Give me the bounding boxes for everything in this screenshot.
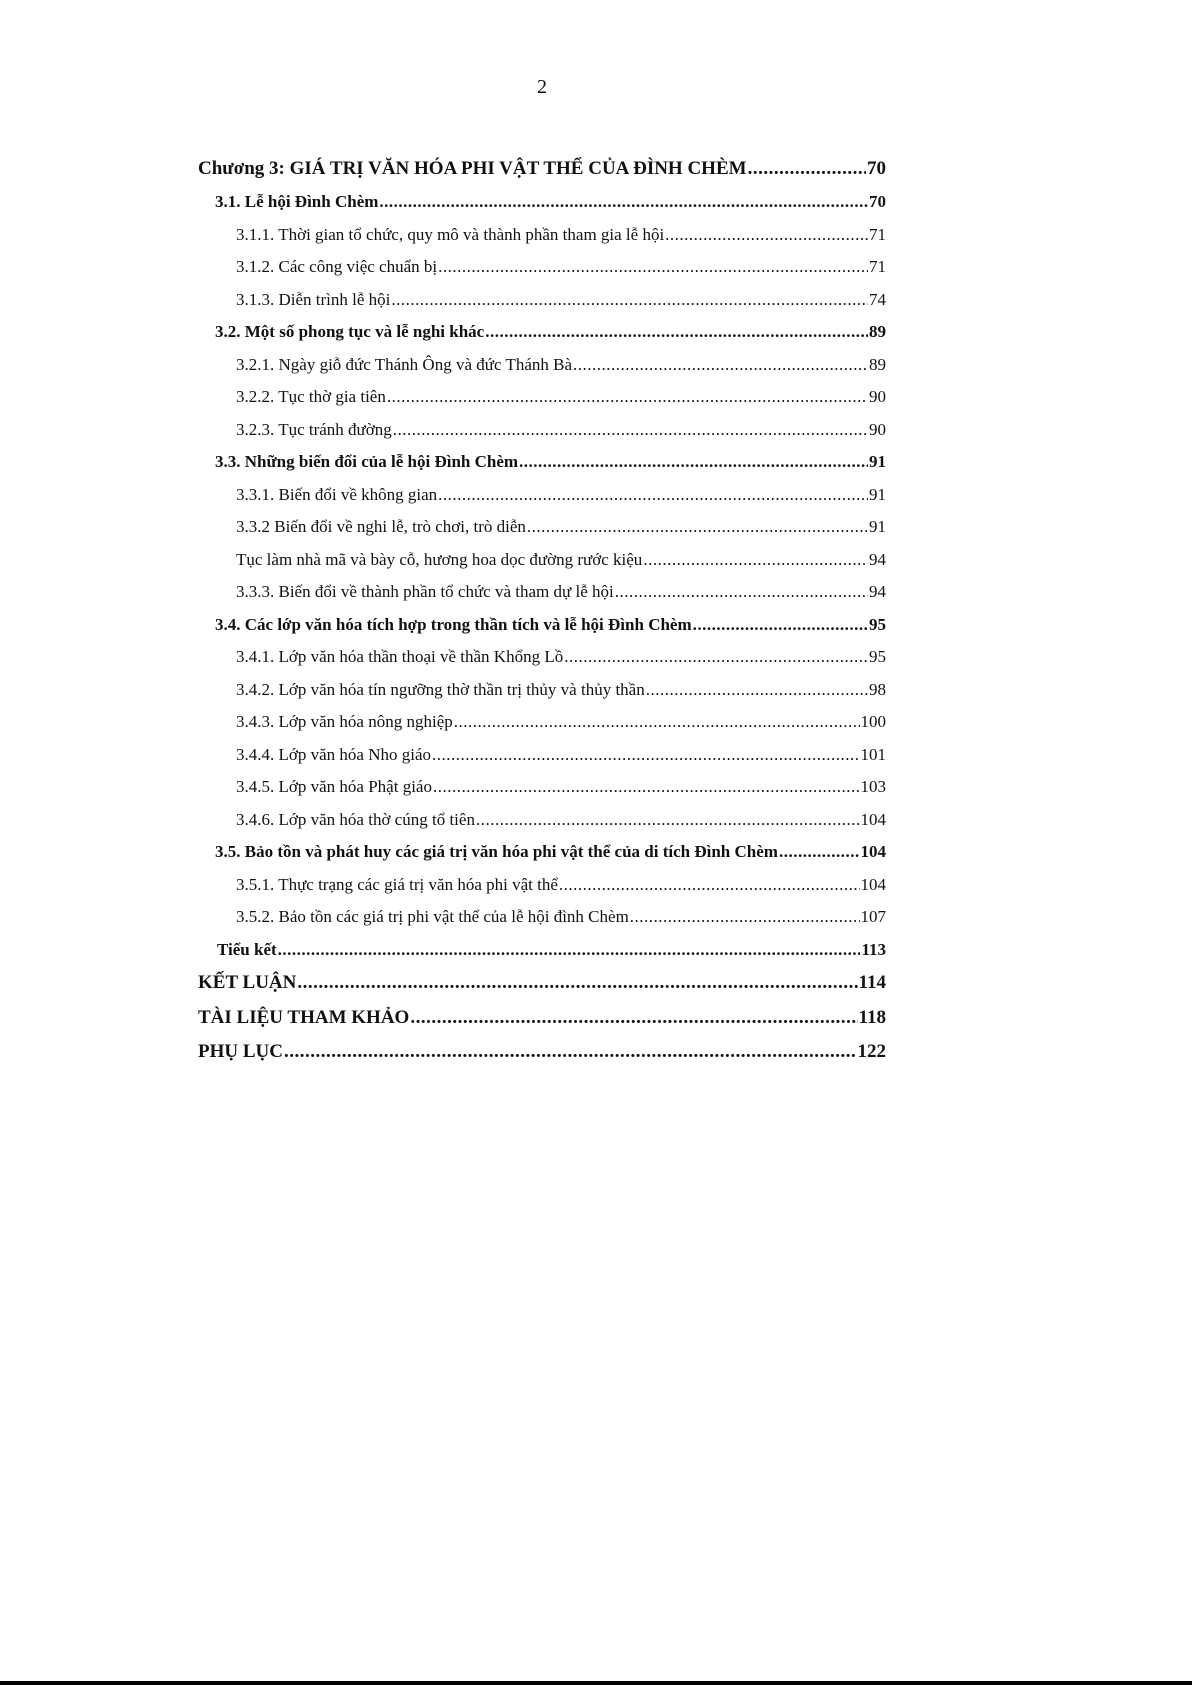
toc-entry-title: 3.3.3. Biến đổi về thành phần tổ chức và tham dự lễ hội: [236, 582, 614, 601]
table-of-contents: [198, 152, 886, 1070]
toc-entry[interactable]: [198, 186, 886, 219]
dot-leader: [393, 414, 868, 447]
toc-entry[interactable]: [198, 836, 886, 869]
dot-leader: [284, 1035, 857, 1070]
dot-leader: [438, 251, 868, 284]
dot-leader: [432, 739, 859, 772]
dot-leader: [519, 446, 868, 479]
toc-entry-title: 3.5. Bảo tồn và phát huy các giá trị văn hóa phi vật thể của di tích Đình Chèm: [215, 842, 778, 861]
dot-leader: [278, 934, 861, 967]
dot-leader: [387, 381, 868, 414]
toc-entry-title: 3.4.2. Lớp văn hóa tín ngưỡng thờ thần trị thủy và thủy thần: [236, 679, 645, 699]
toc-entry[interactable]: [198, 544, 886, 577]
dot-leader: [297, 966, 857, 1001]
dot-leader: [779, 836, 860, 869]
toc-entry-page: 114: [858, 972, 886, 993]
toc-entry-page: 98: [869, 679, 886, 699]
toc-entry[interactable]: [198, 771, 886, 804]
toc-entry-title: 3.1.1. Thời gian tổ chức, quy mô và thành phần tham gia lễ hội: [236, 224, 665, 244]
toc-entry[interactable]: [198, 674, 886, 707]
toc-entry[interactable]: [198, 739, 886, 772]
toc-entry-title: 3.3.1. Biến đổi về không gian: [236, 484, 438, 504]
toc-entry[interactable]: [198, 446, 886, 479]
dot-leader: [438, 479, 868, 512]
dot-leader: [665, 219, 868, 252]
toc-entry-title: TÀI LIỆU THAM KHẢO: [198, 1006, 410, 1028]
toc-entry-page: 89: [869, 354, 886, 374]
toc-entry-page: 122: [857, 1041, 886, 1062]
toc-entry[interactable]: [198, 934, 886, 967]
toc-entry-page: 100: [860, 712, 886, 731]
toc-entry[interactable]: [198, 316, 886, 349]
toc-entry-page: 89: [869, 322, 886, 341]
toc-entry-title: 3.4. Các lớp văn hóa tích hợp trong thần tích và lễ hội Đình Chèm: [215, 614, 692, 634]
dot-leader: [485, 316, 868, 349]
toc-entry-page: 118: [858, 1006, 886, 1028]
dot-leader: [748, 152, 866, 186]
toc-entry-page: 70: [867, 158, 886, 179]
toc-entry-title: Tiểu kết: [217, 939, 277, 959]
toc-entry[interactable]: [198, 901, 886, 934]
toc-entry-page: 95: [869, 647, 886, 666]
toc-entry-title: 3.4.5. Lớp văn hóa Phật giáo: [236, 777, 432, 796]
toc-entry-page: 104: [860, 809, 886, 829]
toc-entry-title: 3.3.2 Biến đổi về nghi lễ, trò chơi, trò diễn: [236, 517, 526, 536]
dot-leader: [630, 901, 860, 934]
toc-entry[interactable]: [198, 1035, 886, 1070]
toc-entry-page: 90: [869, 419, 886, 439]
toc-entry[interactable]: [198, 609, 886, 642]
toc-entry-title: 3.5.1. Thực trạng các giá trị văn hóa phi vật thể: [236, 874, 558, 894]
toc-entry-page: 91: [869, 517, 886, 536]
page-bottom-edge: [0, 1681, 1192, 1685]
toc-entry-title: KẾT LUẬN: [198, 972, 297, 993]
toc-entry-title: 3.2.1. Ngày giỗ đức Thánh Ông và đức Thánh Bà: [236, 354, 573, 374]
toc-entry-title: PHỤ LỤC: [198, 1041, 283, 1062]
toc-entry-title: 3.4.6. Lớp văn hóa thờ cúng tổ tiên: [236, 809, 475, 829]
toc-entry-title: Chương 3: GIÁ TRỊ VĂN HÓA PHI VẬT THỂ CỦA ĐÌNH CHÈM: [198, 158, 747, 179]
toc-entry[interactable]: [198, 251, 886, 284]
toc-entry-title: 3.2.3. Tục tránh đường: [236, 419, 392, 439]
toc-entry[interactable]: [198, 966, 886, 1001]
dot-leader: [454, 706, 860, 739]
toc-entry[interactable]: [198, 349, 886, 382]
toc-entry-page: 94: [869, 582, 886, 601]
dot-leader: [573, 349, 868, 382]
toc-entry-page: 104: [860, 874, 886, 894]
dot-leader: [476, 804, 860, 837]
toc-entry-page: 71: [869, 224, 886, 244]
toc-entry[interactable]: [198, 152, 886, 186]
toc-entry[interactable]: [198, 1001, 886, 1036]
dot-leader: [433, 771, 860, 804]
toc-entry-title: 3.1.3. Diễn trình lễ hội: [236, 289, 391, 309]
dot-leader: [559, 869, 860, 902]
page-number: 2: [537, 76, 547, 98]
dot-leader: [379, 186, 868, 219]
toc-entry[interactable]: [198, 576, 886, 609]
toc-entry-title: Tục làm nhà mã và bày cỗ, hương hoa dọc đường rước kiệu: [236, 549, 643, 569]
dot-leader: [615, 576, 868, 609]
toc-entry-title: 3.4.1. Lớp văn hóa thần thoại về thần Khổng Lồ: [236, 647, 564, 666]
toc-entry-title: 3.4.3. Lớp văn hóa nông nghiệp: [236, 712, 453, 731]
toc-entry[interactable]: [198, 219, 886, 252]
toc-entry[interactable]: [198, 511, 886, 544]
toc-entry-page: 91: [869, 452, 886, 471]
toc-entry[interactable]: [198, 479, 886, 512]
toc-entry-page: 103: [860, 777, 886, 796]
dot-leader: [646, 674, 868, 707]
dot-leader: [410, 1001, 857, 1036]
dot-leader: [693, 609, 868, 642]
toc-entry-title: 3.2. Một số phong tục và lễ nghi khác: [215, 322, 485, 341]
toc-entry-page: 101: [860, 744, 886, 764]
dot-leader: [527, 511, 868, 544]
dot-leader: [391, 284, 868, 317]
toc-entry-title: 3.4.4. Lớp văn hóa Nho giáo: [236, 744, 432, 764]
toc-entry[interactable]: [198, 706, 886, 739]
toc-entry[interactable]: [198, 414, 886, 447]
toc-entry-title: 3.3. Những biến đổi của lễ hội Đình Chèm: [215, 452, 519, 471]
toc-entry-title: 3.1.2. Các công việc chuẩn bị: [236, 257, 438, 276]
toc-entry-page: 90: [869, 387, 886, 406]
dot-leader: [564, 641, 868, 674]
toc-entry-page: 91: [869, 484, 886, 504]
toc-entry[interactable]: [198, 641, 886, 674]
toc-entry[interactable]: [198, 284, 886, 317]
toc-entry-page: 74: [869, 289, 886, 309]
toc-entry[interactable]: [198, 804, 886, 837]
dot-leader: [643, 544, 868, 577]
toc-entry[interactable]: [198, 869, 886, 902]
toc-entry-title: 3.2.2. Tục thờ gia tiên: [236, 387, 386, 406]
toc-entry-page: 104: [860, 842, 886, 861]
toc-entry-page: 113: [861, 939, 886, 959]
toc-entry-title: 3.1. Lễ hội Đình Chèm: [215, 192, 379, 211]
toc-entry[interactable]: [198, 381, 886, 414]
toc-entry-page: 70: [869, 192, 886, 211]
toc-entry-title: 3.5.2. Bảo tồn các giá trị phi vật thể của lễ hội đình Chèm: [236, 907, 629, 926]
toc-entry-page: 94: [869, 549, 886, 569]
toc-entry-page: 95: [869, 614, 886, 634]
toc-entry-page: 71: [869, 257, 886, 276]
toc-entry-page: 107: [860, 907, 886, 926]
